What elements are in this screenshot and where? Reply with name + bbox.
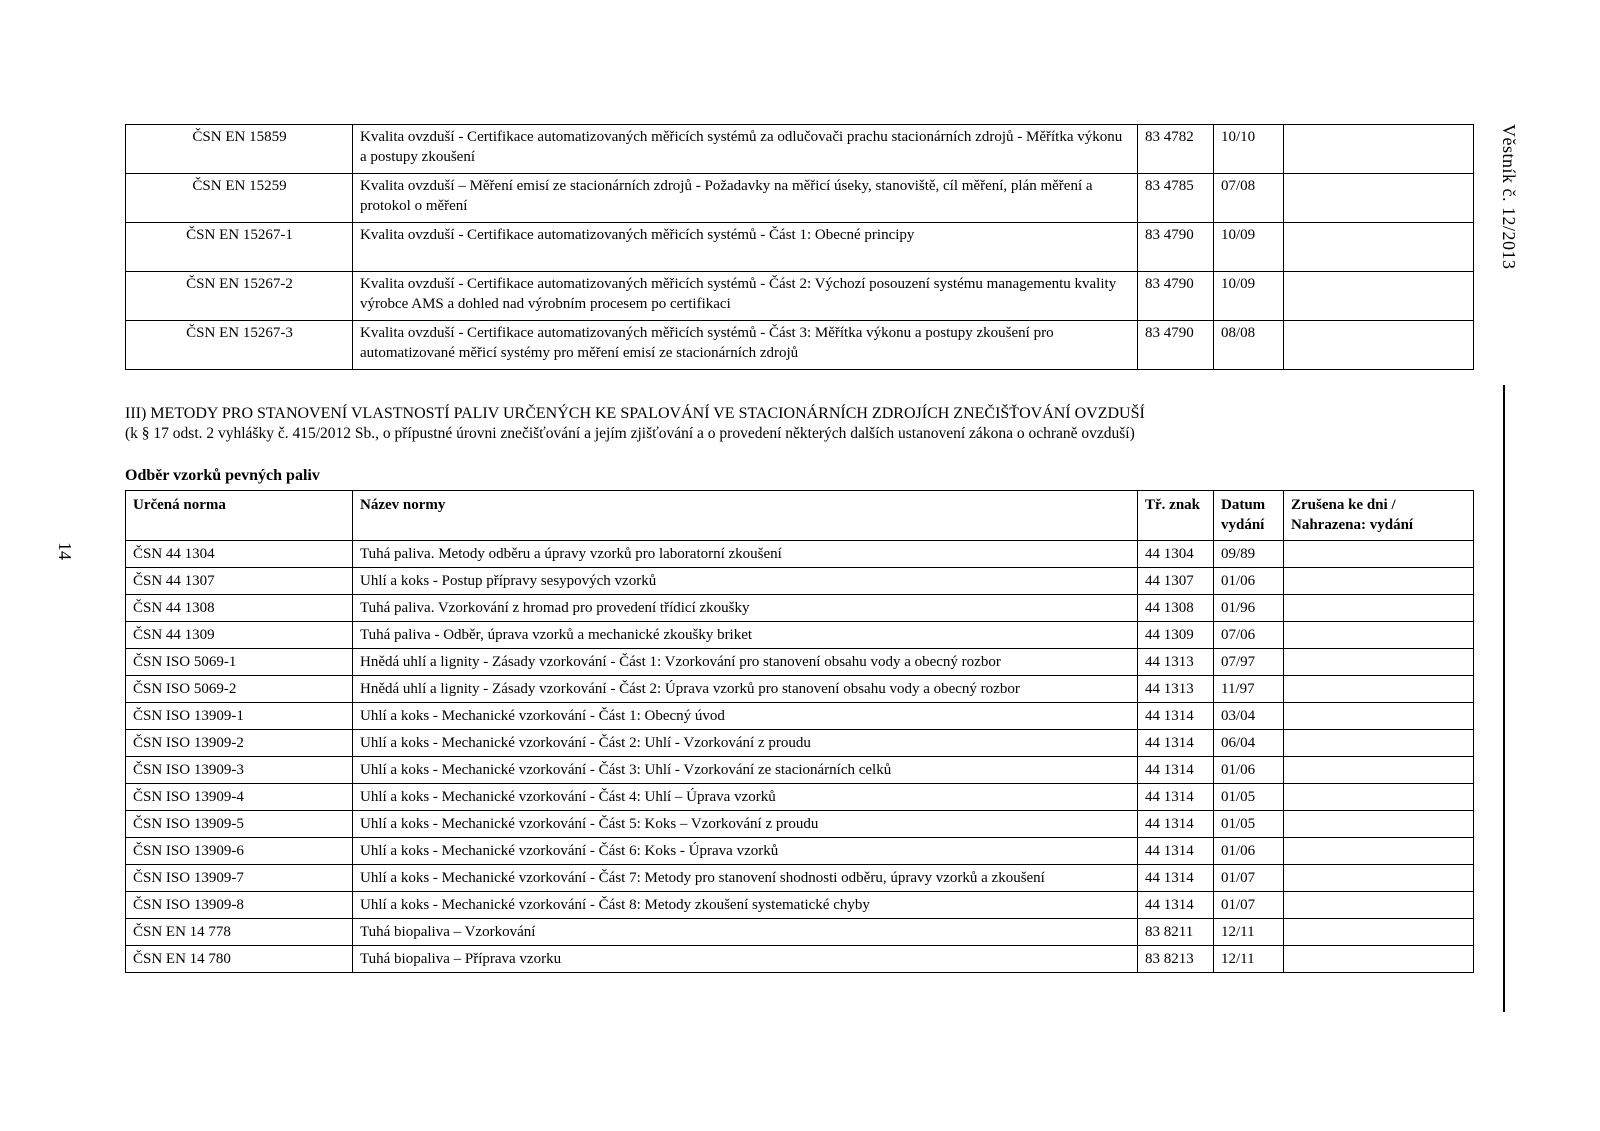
name-cell: Kvalita ovzduší - Certifikace automatizovaných měřicích systémů za odlučovači prachu stacionárních zdrojů - Měřítka výkonu a postupy zkoušení (353, 125, 1138, 174)
replaced-cell (1284, 919, 1474, 946)
code-cell: 83 8211 (1138, 919, 1214, 946)
table-row (126, 865, 1474, 892)
table-row (126, 946, 1474, 973)
code-cell: 83 4782 (1138, 125, 1214, 174)
date-cell: 01/06 (1214, 568, 1284, 595)
name-cell: Kvalita ovzduší - Certifikace automatizovaných měřicích systémů - Část 1: Obecné principy (353, 223, 1138, 272)
date-cell: 01/07 (1214, 892, 1284, 919)
page-number: 14 (55, 542, 75, 560)
code-cell: 44 1314 (1138, 811, 1214, 838)
name-cell: Hnědá uhlí a lignity - Zásady vzorkování - Část 1: Vzorkování pro stanovení obsahu vody a obecný rozbor (353, 649, 1138, 676)
solid-fuel-sampling-table-body (126, 541, 1474, 973)
table-row (126, 730, 1474, 757)
code-cell: 44 1309 (1138, 622, 1214, 649)
code-cell: 83 8213 (1138, 946, 1214, 973)
date-cell: 01/05 (1214, 784, 1284, 811)
name-cell: Uhlí a koks - Mechanické vzorkování - Část 3: Uhlí - Vzorkování ze stacionárních celků (353, 757, 1138, 784)
norms-table-continued-body (126, 125, 1474, 370)
date-cell: 12/11 (1214, 946, 1284, 973)
code-cell: 44 1314 (1138, 838, 1214, 865)
solid-fuel-sampling-table (125, 490, 1474, 973)
date-cell: 01/06 (1214, 757, 1284, 784)
date-cell: 10/10 (1214, 125, 1284, 174)
replaced-cell (1284, 811, 1474, 838)
name-cell: Uhlí a koks - Postup přípravy sesypových vzorků (353, 568, 1138, 595)
table-row (126, 676, 1474, 703)
norm-cell: ČSN EN 14 780 (126, 946, 353, 973)
replaced-cell (1284, 568, 1474, 595)
norm-cell: ČSN EN 14 778 (126, 919, 353, 946)
table-row (126, 174, 1474, 223)
name-cell: Hnědá uhlí a lignity - Zásady vzorkování - Část 2: Úprava vzorků pro stanovení obsahu vody a obecný rozbor (353, 676, 1138, 703)
header-row (126, 491, 1474, 541)
header-norm: Určená norma (126, 491, 353, 541)
table-row (126, 892, 1474, 919)
table-row (126, 568, 1474, 595)
table-row (126, 811, 1474, 838)
code-cell: 44 1314 (1138, 703, 1214, 730)
norm-cell: ČSN 44 1307 (126, 568, 353, 595)
replaced-cell (1284, 676, 1474, 703)
name-cell: Tuhá biopaliva – Příprava vzorku (353, 946, 1138, 973)
replaced-cell (1284, 730, 1474, 757)
name-cell: Tuhá paliva. Vzorkování z hromad pro provedení třídicí zkoušky (353, 595, 1138, 622)
name-cell: Tuhá paliva. Metody odběru a úpravy vzorků pro laboratorní zkoušení (353, 541, 1138, 568)
norm-cell: ČSN EN 15267-1 (126, 223, 353, 272)
norm-cell: ČSN EN 15259 (126, 174, 353, 223)
table-row (126, 622, 1474, 649)
norm-cell: ČSN ISO 13909-7 (126, 865, 353, 892)
replaced-cell (1284, 838, 1474, 865)
norm-cell: ČSN ISO 13909-5 (126, 811, 353, 838)
date-cell: 01/07 (1214, 865, 1284, 892)
name-cell: Uhlí a koks - Mechanické vzorkování - Část 7: Metody pro stanovení shodnosti odběru, úpravy vzorků a zkoušení (353, 865, 1138, 892)
name-cell: Uhlí a koks - Mechanické vzorkování - Část 2: Uhlí - Vzorkování z proudu (353, 730, 1138, 757)
code-cell: 44 1313 (1138, 649, 1214, 676)
replaced-cell (1284, 757, 1474, 784)
date-cell: 06/04 (1214, 730, 1284, 757)
table-row (126, 223, 1474, 272)
code-cell: 44 1314 (1138, 892, 1214, 919)
replaced-cell (1284, 541, 1474, 568)
replaced-cell (1284, 223, 1474, 272)
date-cell: 10/09 (1214, 272, 1284, 321)
name-cell: Uhlí a koks - Mechanické vzorkování - Část 5: Koks – Vzorkování z proudu (353, 811, 1138, 838)
code-cell: 44 1313 (1138, 676, 1214, 703)
date-cell: 01/96 (1214, 595, 1284, 622)
date-cell: 12/11 (1214, 919, 1284, 946)
code-cell: 44 1314 (1138, 865, 1214, 892)
section-subheading: (k § 17 odst. 2 vyhlášky č. 415/2012 Sb., o přípustné úrovni znečišťování a jejím zjišťování a o provedení některých dalších ustanovení zákona o ochraně ovzduší) (125, 425, 1135, 442)
table-row (126, 595, 1474, 622)
code-cell: 83 4785 (1138, 174, 1214, 223)
name-cell: Uhlí a koks - Mechanické vzorkování - Část 1: Obecný úvod (353, 703, 1138, 730)
replaced-cell (1284, 622, 1474, 649)
name-cell: Tuhá paliva - Odběr, úprava vzorků a mechanické zkoušky briket (353, 622, 1138, 649)
norm-cell: ČSN ISO 13909-3 (126, 757, 353, 784)
date-cell: 01/05 (1214, 811, 1284, 838)
replaced-cell (1284, 125, 1474, 174)
name-cell: Kvalita ovzduší - Certifikace automatizovaných měřicích systémů - Část 3: Měřítka výkonu a postupy zkoušení pro automatizované měřicí systémy pro měření emisí ze stacionárních zdrojů (353, 321, 1138, 370)
table-row (126, 272, 1474, 321)
date-cell: 11/97 (1214, 676, 1284, 703)
name-cell: Uhlí a koks - Mechanické vzorkování - Část 8: Metody zkoušení systematické chyby (353, 892, 1138, 919)
name-cell: Uhlí a koks - Mechanické vzorkování - Část 6: Koks - Úprava vzorků (353, 838, 1138, 865)
norm-cell: ČSN ISO 5069-1 (126, 649, 353, 676)
table-row (126, 784, 1474, 811)
date-cell: 09/89 (1214, 541, 1284, 568)
code-cell: 83 4790 (1138, 272, 1214, 321)
replaced-cell (1284, 174, 1474, 223)
table-row (126, 321, 1474, 370)
norm-cell: ČSN ISO 5069-2 (126, 676, 353, 703)
table-title: Odběr vzorků pevných paliv (125, 467, 320, 484)
side-rule-divider (1503, 385, 1505, 1012)
table-row (126, 125, 1474, 174)
replaced-cell (1284, 946, 1474, 973)
replaced-cell (1284, 649, 1474, 676)
replaced-cell (1284, 865, 1474, 892)
norm-cell: ČSN ISO 13909-2 (126, 730, 353, 757)
table-row (126, 703, 1474, 730)
replaced-cell (1284, 784, 1474, 811)
replaced-cell (1284, 595, 1474, 622)
norm-cell: ČSN EN 15267-2 (126, 272, 353, 321)
header-code: Tř. znak (1138, 491, 1214, 541)
name-cell: Kvalita ovzduší – Měření emisí ze stacionárních zdrojů - Požadavky na měřicí úseky, stanoviště, cíl měření, plán měření a protokol o měření (353, 174, 1138, 223)
norm-cell: ČSN 44 1304 (126, 541, 353, 568)
code-cell: 44 1307 (1138, 568, 1214, 595)
code-cell: 83 4790 (1138, 321, 1214, 370)
norm-cell: ČSN 44 1308 (126, 595, 353, 622)
date-cell: 07/06 (1214, 622, 1284, 649)
table-header (126, 491, 1474, 541)
replaced-cell (1284, 272, 1474, 321)
table-row (126, 838, 1474, 865)
date-cell: 07/97 (1214, 649, 1284, 676)
header-name: Název normy (353, 491, 1138, 541)
replaced-cell (1284, 321, 1474, 370)
name-cell: Tuhá biopaliva – Vzorkování (353, 919, 1138, 946)
date-cell: 10/09 (1214, 223, 1284, 272)
name-cell: Kvalita ovzduší - Certifikace automatizovaných měřicích systémů - Část 2: Výchozí posouzení systému managementu kvality výrobce AMS a dohled nad výrobním procesem po certifikaci (353, 272, 1138, 321)
date-cell: 08/08 (1214, 321, 1284, 370)
section-heading: III) METODY PRO STANOVENÍ VLASTNOSTÍ PALIV URČENÝCH KE SPALOVÁNÍ VE STACIONÁRNÍCH ZDROJÍCH ZNEČIŠŤOVÁNÍ OVZDUŠÍ (125, 405, 1145, 422)
date-cell: 03/04 (1214, 703, 1284, 730)
code-cell: 44 1314 (1138, 730, 1214, 757)
date-cell: 07/08 (1214, 174, 1284, 223)
norm-cell: ČSN EN 15859 (126, 125, 353, 174)
table-row (126, 649, 1474, 676)
table-row (126, 919, 1474, 946)
table-row (126, 757, 1474, 784)
header-date: Datum vydání (1214, 491, 1284, 541)
code-cell: 44 1314 (1138, 757, 1214, 784)
norm-cell: ČSN ISO 13909-4 (126, 784, 353, 811)
code-cell: 83 4790 (1138, 223, 1214, 272)
norm-cell: ČSN 44 1309 (126, 622, 353, 649)
name-cell: Uhlí a koks - Mechanické vzorkování - Část 4: Uhlí – Úprava vzorků (353, 784, 1138, 811)
code-cell: 44 1304 (1138, 541, 1214, 568)
header-replaced: Zrušena ke dni / Nahrazena: vydání (1284, 491, 1474, 541)
norm-cell: ČSN EN 15267-3 (126, 321, 353, 370)
norms-table-continued (125, 124, 1474, 370)
norm-cell: ČSN ISO 13909-8 (126, 892, 353, 919)
replaced-cell (1284, 892, 1474, 919)
replaced-cell (1284, 703, 1474, 730)
code-cell: 44 1308 (1138, 595, 1214, 622)
table-row (126, 541, 1474, 568)
norm-cell: ČSN ISO 13909-1 (126, 703, 353, 730)
norm-cell: ČSN ISO 13909-6 (126, 838, 353, 865)
date-cell: 01/06 (1214, 838, 1284, 865)
code-cell: 44 1314 (1138, 784, 1214, 811)
journal-issue-label: Věstník č. 12/2013 (1499, 124, 1519, 270)
